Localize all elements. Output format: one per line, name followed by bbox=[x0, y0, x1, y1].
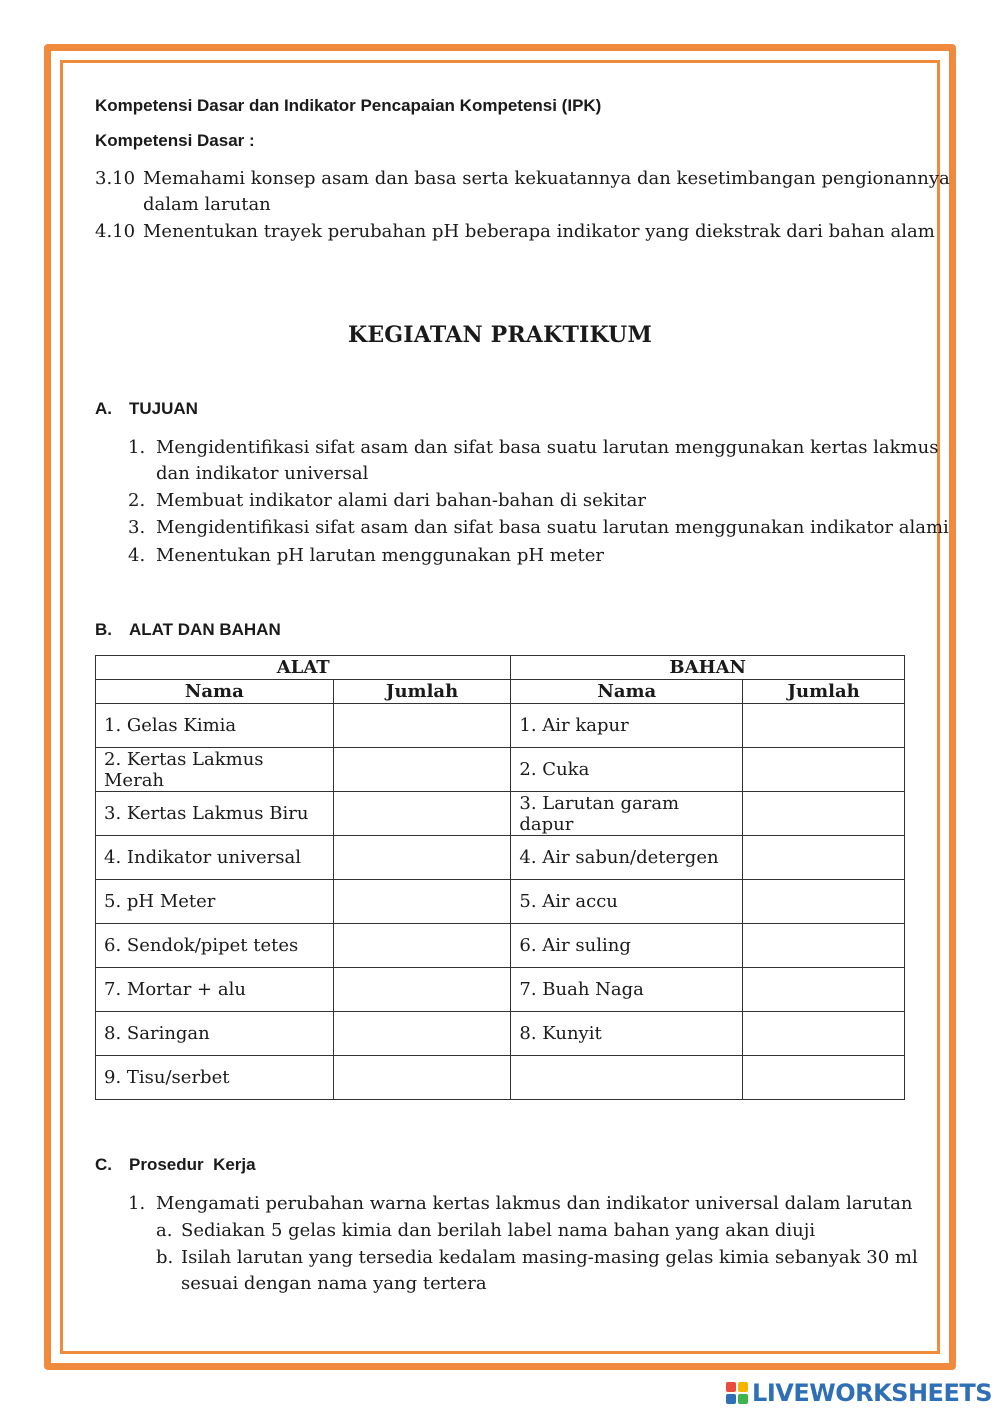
prosedur-sub-b-text-2: sesuai dengan nama yang tertera bbox=[181, 1273, 487, 1294]
prosedur-sub-b-text-1: Isilah larutan yang tersedia kedalam masing-masing gelas kimia sebanyak 30 ml bbox=[181, 1247, 918, 1268]
alat-jumlah-input[interactable] bbox=[333, 836, 511, 880]
alat-name-cell: 3. Kertas Lakmus Biru bbox=[96, 792, 334, 836]
table-column-header-row bbox=[96, 680, 905, 704]
prosedur-text-1: Mengamati perubahan warna kertas lakmus dan indikator universal dalam larutan bbox=[156, 1193, 913, 1214]
col-alat-jumlah: Jumlah bbox=[333, 680, 511, 704]
alat-name-cell: 6. Sendok/pipet tetes bbox=[96, 924, 334, 968]
alat-name-cell: 7. Mortar + alu bbox=[96, 968, 334, 1012]
bahan-jumlah-input[interactable] bbox=[743, 924, 905, 968]
bahan-name-cell: 7. Buah Naga bbox=[511, 968, 743, 1012]
alat-name-cell: 1. Gelas Kimia bbox=[96, 704, 334, 748]
section-c-heading: Prosedur Kerja bbox=[129, 1155, 256, 1174]
alat-jumlah-input[interactable] bbox=[333, 924, 511, 968]
alat-jumlah-input[interactable] bbox=[333, 792, 511, 836]
bahan-jumlah-input[interactable] bbox=[743, 968, 905, 1012]
prosedur-sub-a-letter: a. bbox=[156, 1220, 173, 1241]
alat-name-cell: 4. Indikator universal bbox=[96, 836, 334, 880]
alat-jumlah-input[interactable] bbox=[333, 1056, 511, 1100]
bahan-name-cell: 5. Air accu bbox=[511, 880, 743, 924]
tujuan-num-3: 3. bbox=[128, 517, 146, 538]
section-c-letter: C. bbox=[95, 1155, 112, 1174]
bahan-jumlah-input[interactable] bbox=[743, 836, 905, 880]
alat-jumlah-input[interactable] bbox=[333, 880, 511, 924]
tujuan-num-2: 2. bbox=[128, 490, 146, 511]
kd-text-1a: Memahami konsep asam dan basa serta kekuatannya dan kesetimbangan pengionannya bbox=[143, 168, 950, 189]
tujuan-text-4: Menentukan pH larutan menggunakan pH meter bbox=[156, 545, 604, 566]
prosedur-sub-a-text: Sediakan 5 gelas kimia dan berilah label nama bahan yang akan diuji bbox=[181, 1220, 816, 1241]
bahan-jumlah-input[interactable] bbox=[743, 880, 905, 924]
liveworksheets-watermark bbox=[726, 1377, 992, 1409]
group-bahan-header: BAHAN bbox=[511, 656, 905, 680]
table-row bbox=[96, 836, 905, 880]
table-row bbox=[96, 1012, 905, 1056]
bahan-jumlah-input[interactable] bbox=[743, 1012, 905, 1056]
section-b-letter: B. bbox=[95, 620, 112, 639]
bahan-name-cell: 2. Cuka bbox=[511, 748, 743, 792]
kd-text-1b: dalam larutan bbox=[143, 194, 271, 215]
bahan-name-cell bbox=[511, 1056, 743, 1100]
bahan-name-cell: 3. Larutan garam dapur bbox=[511, 792, 743, 836]
bahan-jumlah-input[interactable] bbox=[743, 704, 905, 748]
kd-num-2: 4.10 bbox=[95, 221, 136, 242]
bahan-jumlah-input[interactable] bbox=[743, 1056, 905, 1100]
alat-jumlah-input[interactable] bbox=[333, 704, 511, 748]
liveworksheets-logo-icon bbox=[726, 1382, 748, 1404]
tujuan-text-2: Membuat indikator alami dari bahan-bahan di sekitar bbox=[156, 490, 646, 511]
alat-name-cell: 8. Saringan bbox=[96, 1012, 334, 1056]
tujuan-text-1b: dan indikator universal bbox=[156, 463, 369, 484]
alat-jumlah-input[interactable] bbox=[333, 748, 511, 792]
prosedur-num-1: 1. bbox=[128, 1193, 146, 1214]
table-row bbox=[96, 748, 905, 792]
col-bahan-nama: Nama bbox=[511, 680, 743, 704]
alat-jumlah-input[interactable] bbox=[333, 1012, 511, 1056]
bahan-jumlah-input[interactable] bbox=[743, 792, 905, 836]
page-title: KEGIATAN PRAKTIKUM bbox=[348, 322, 652, 348]
prosedur-sub-b-letter: b. bbox=[156, 1247, 174, 1268]
table-row bbox=[96, 880, 905, 924]
kd-text-2: Menentukan trayek perubahan pH beberapa indikator yang diekstrak dari bahan alam bbox=[143, 221, 935, 242]
table-group-header-row bbox=[96, 656, 905, 680]
bahan-name-cell: 4. Air sabun/detergen bbox=[511, 836, 743, 880]
table-row bbox=[96, 924, 905, 968]
table-row bbox=[96, 792, 905, 836]
group-alat-header: ALAT bbox=[96, 656, 511, 680]
kd-ipk-title: Kompetensi Dasar dan Indikator Pencapaian Kompetensi (IPK) bbox=[95, 96, 602, 115]
kd-num-1: 3.10 bbox=[95, 168, 136, 189]
bahan-name-cell: 8. Kunyit bbox=[511, 1012, 743, 1056]
table-row bbox=[96, 968, 905, 1012]
bahan-name-cell: 1. Air kapur bbox=[511, 704, 743, 748]
section-a-heading: TUJUAN bbox=[129, 399, 198, 418]
section-a-letter: A. bbox=[95, 399, 112, 418]
section-b-heading: ALAT DAN BAHAN bbox=[129, 620, 281, 639]
alat-name-cell: 9. Tisu/serbet bbox=[96, 1056, 334, 1100]
watermark-text: LIVEWORKSHEETS bbox=[752, 1379, 992, 1407]
tujuan-num-4: 4. bbox=[128, 545, 146, 566]
alat-jumlah-input[interactable] bbox=[333, 968, 511, 1012]
tujuan-text-1a: Mengidentifikasi sifat asam dan sifat basa suatu larutan menggunakan kertas lakmus bbox=[156, 437, 939, 458]
bahan-jumlah-input[interactable] bbox=[743, 748, 905, 792]
alat-name-cell: 5. pH Meter bbox=[96, 880, 334, 924]
col-bahan-jumlah: Jumlah bbox=[743, 680, 905, 704]
col-alat-nama: Nama bbox=[96, 680, 334, 704]
bahan-name-cell: 6. Air suling bbox=[511, 924, 743, 968]
tujuan-text-3: Mengidentifikasi sifat asam dan sifat basa suatu larutan menggunakan indikator alami bbox=[156, 517, 949, 538]
table-row bbox=[96, 704, 905, 748]
kd-label: Kompetensi Dasar : bbox=[95, 131, 255, 150]
tujuan-num-1: 1. bbox=[128, 437, 146, 458]
table-row bbox=[96, 1056, 905, 1100]
alat-name-cell: 2. Kertas Lakmus Merah bbox=[96, 748, 334, 792]
alat-bahan-table bbox=[95, 655, 905, 1100]
